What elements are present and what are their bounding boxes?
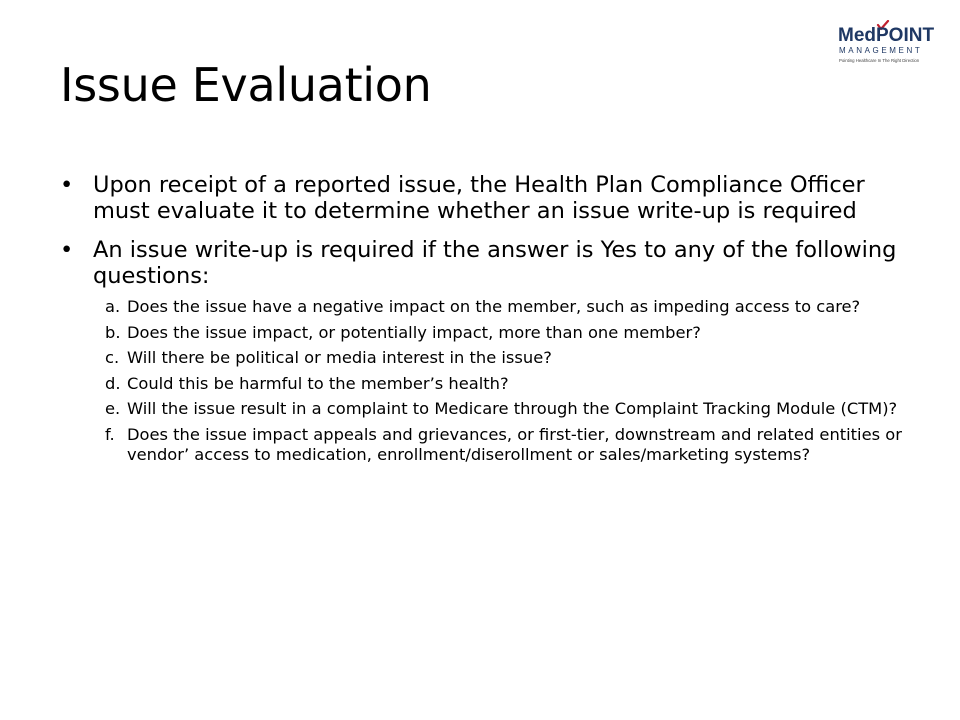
question-item bbox=[60, 323, 910, 343]
question-item bbox=[60, 297, 910, 317]
medpoint-logo-graphic bbox=[836, 20, 942, 66]
question-text: Will there be political or media interest in the issue? bbox=[127, 348, 552, 368]
slide-title: Issue Evaluation bbox=[60, 58, 432, 112]
logo-med-text: Med bbox=[838, 25, 876, 46]
medpoint-logo bbox=[836, 20, 942, 66]
question-marker: b. bbox=[105, 322, 121, 342]
bullet-text: An issue write-up is required if the answer is Yes to any of the following questions: bbox=[93, 236, 897, 289]
svg-text:MedPOINT bbox=[838, 25, 934, 46]
question-text: Does the issue have a negative impact on the member, such as impeding access to care? bbox=[127, 297, 861, 317]
question-text: Does the issue impact, or potentially impact, more than one member? bbox=[127, 322, 701, 342]
logo-tagline: Pointing Healthcare In The Right Direction bbox=[839, 58, 920, 63]
question-item bbox=[60, 399, 910, 419]
question-item bbox=[60, 348, 910, 368]
question-marker: c. bbox=[105, 348, 120, 368]
question-marker: e. bbox=[105, 399, 121, 419]
question-text: Could this be harmful to the member’s health? bbox=[127, 373, 509, 393]
bullet-text: Upon receipt of a reported issue, the Health Plan Compliance Officer must evaluate it to determine whether an issue write-up is required bbox=[93, 172, 865, 225]
bullet-list bbox=[60, 172, 910, 476]
question-marker: d. bbox=[105, 373, 121, 393]
question-text: Does the issue impact appeals and grievances, or first-tier, downstream and related entities or vendor’ access to medication, enrollment/diserollment or sales/marketing systems? bbox=[127, 424, 902, 464]
question-item bbox=[60, 374, 910, 394]
question-marker: f. bbox=[105, 424, 115, 444]
bullet-item bbox=[60, 237, 910, 464]
logo-point-text: POINT bbox=[876, 25, 935, 46]
question-item bbox=[60, 425, 910, 464]
question-text: Will the issue result in a complaint to Medicare through the Complaint Tracking Module (CTM)? bbox=[127, 399, 898, 419]
question-marker: a. bbox=[105, 297, 121, 317]
logo-management-text: MANAGEMENT bbox=[839, 46, 923, 55]
bullet-item bbox=[60, 172, 910, 225]
question-list bbox=[93, 297, 910, 464]
